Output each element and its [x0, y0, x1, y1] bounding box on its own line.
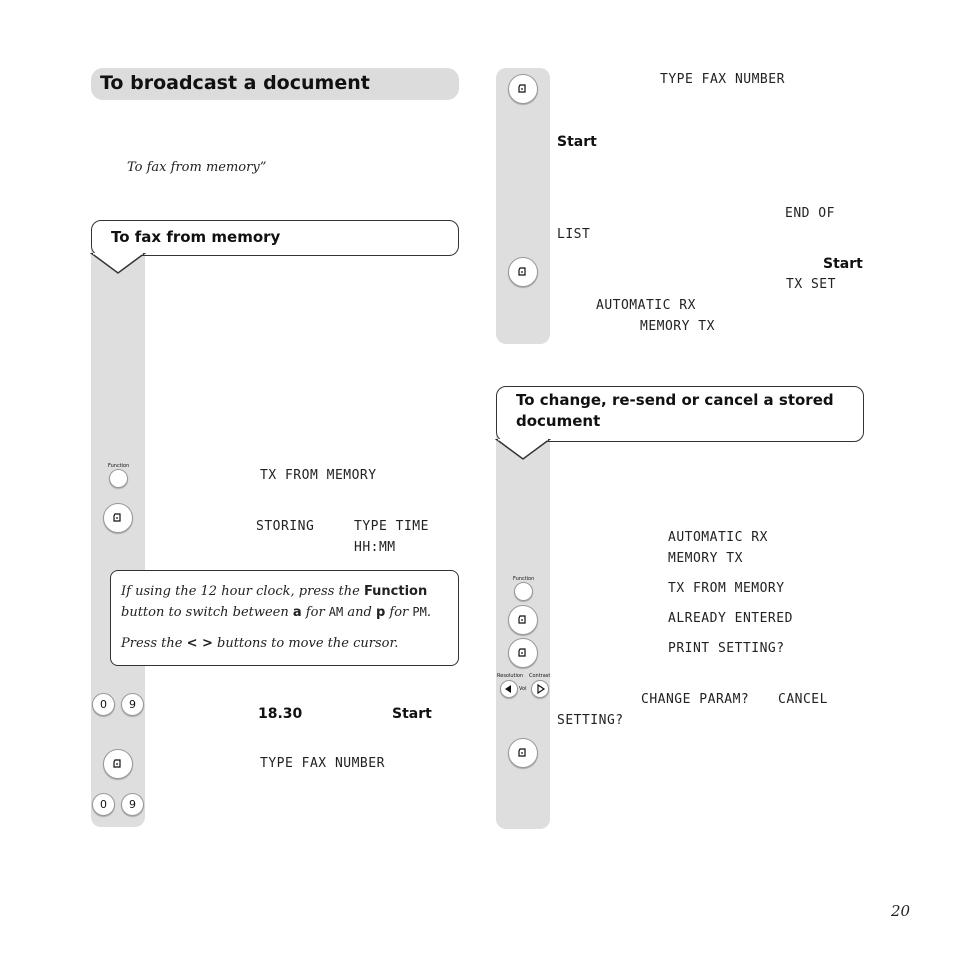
page-number: 20: [891, 902, 911, 920]
ok-button[interactable]: [508, 638, 538, 668]
step-strip: [496, 68, 550, 344]
key-0[interactable]: 0: [92, 693, 115, 716]
ok-button[interactable]: [103, 749, 133, 779]
lcd-list: LIST: [557, 227, 591, 242]
lcd-automatic-rx: AUTOMATIC RX: [596, 298, 696, 313]
lcd-already-entered: ALREADY ENTERED: [668, 611, 793, 626]
note-line-3: Press the < > buttons to move the cursor.: [121, 636, 399, 651]
key-9[interactable]: 9: [121, 793, 144, 816]
start-label: Start: [392, 706, 432, 722]
resolution-left-button[interactable]: [500, 680, 518, 698]
contrast-right-button[interactable]: [531, 680, 549, 698]
lcd-tx-from-memory: TX FROM MEMORY: [260, 468, 377, 483]
lcd-change-param: CHANGE PARAM?: [641, 692, 750, 707]
key-0[interactable]: 0: [92, 793, 115, 816]
document-icon: [509, 606, 537, 634]
ok-button[interactable]: [508, 605, 538, 635]
note-line-2: button to switch between a for AM and p for PM.: [121, 605, 431, 620]
lcd-type-fax-number: TYPE FAX NUMBER: [660, 72, 785, 87]
subsection-title: To fax from memory: [111, 228, 281, 246]
lcd-memory-tx: MEMORY TX: [668, 551, 743, 566]
start-label: Start: [823, 256, 863, 272]
ok-button[interactable]: [103, 503, 133, 533]
lcd-automatic-rx: AUTOMATIC RX: [668, 530, 768, 545]
resolution-label: Resolution: [497, 673, 524, 679]
callout-pointer: [90, 253, 148, 275]
lcd-type-fax-number: TYPE FAX NUMBER: [260, 756, 385, 771]
lcd-tx-set: TX SET: [786, 277, 836, 292]
lcd-cancel: CANCEL: [778, 692, 828, 707]
function-button[interactable]: [514, 582, 533, 601]
ok-button[interactable]: [508, 738, 538, 768]
ok-button[interactable]: [508, 74, 538, 104]
note-line-1: If using the 12 hour clock, press the Function: [121, 584, 428, 599]
left-arrow-icon: [501, 681, 517, 697]
lcd-type-time: TYPE TIME: [354, 519, 429, 534]
document-icon: [104, 504, 132, 532]
lcd-print-setting: PRINT SETTING?: [668, 641, 785, 656]
document-icon: [509, 739, 537, 767]
document-icon: [104, 750, 132, 778]
time-example: 18.30: [258, 706, 303, 722]
section-title: To broadcast a document: [100, 72, 370, 94]
lcd-setting: SETTING?: [557, 713, 624, 728]
subsection-title-line-1: To change, re-send or cancel a stored: [516, 391, 834, 409]
function-button[interactable]: [109, 469, 128, 488]
callout-pointer: [495, 439, 553, 461]
document-icon: [509, 639, 537, 667]
start-label: Start: [557, 134, 597, 150]
lcd-tx-from-memory: TX FROM MEMORY: [668, 581, 785, 596]
right-arrow-icon: [532, 681, 548, 697]
cross-reference: To fax from memory”: [127, 160, 267, 175]
key-9[interactable]: 9: [121, 693, 144, 716]
lcd-storing: STORING: [256, 519, 315, 534]
contrast-label: Contrast: [529, 673, 551, 679]
subsection-title-line-2: document: [516, 412, 601, 430]
document-icon: [509, 75, 537, 103]
vol-label: Vol: [519, 686, 527, 692]
document-icon: [509, 258, 537, 286]
lcd-memory-tx: MEMORY TX: [640, 319, 715, 334]
lcd-hhmm: HH:MM: [354, 540, 396, 555]
lcd-end-of: END OF: [785, 206, 835, 221]
function-button-label: Function: [108, 463, 130, 469]
ok-button[interactable]: [508, 257, 538, 287]
note-box: [110, 570, 459, 666]
function-button-label: Function: [513, 576, 535, 582]
